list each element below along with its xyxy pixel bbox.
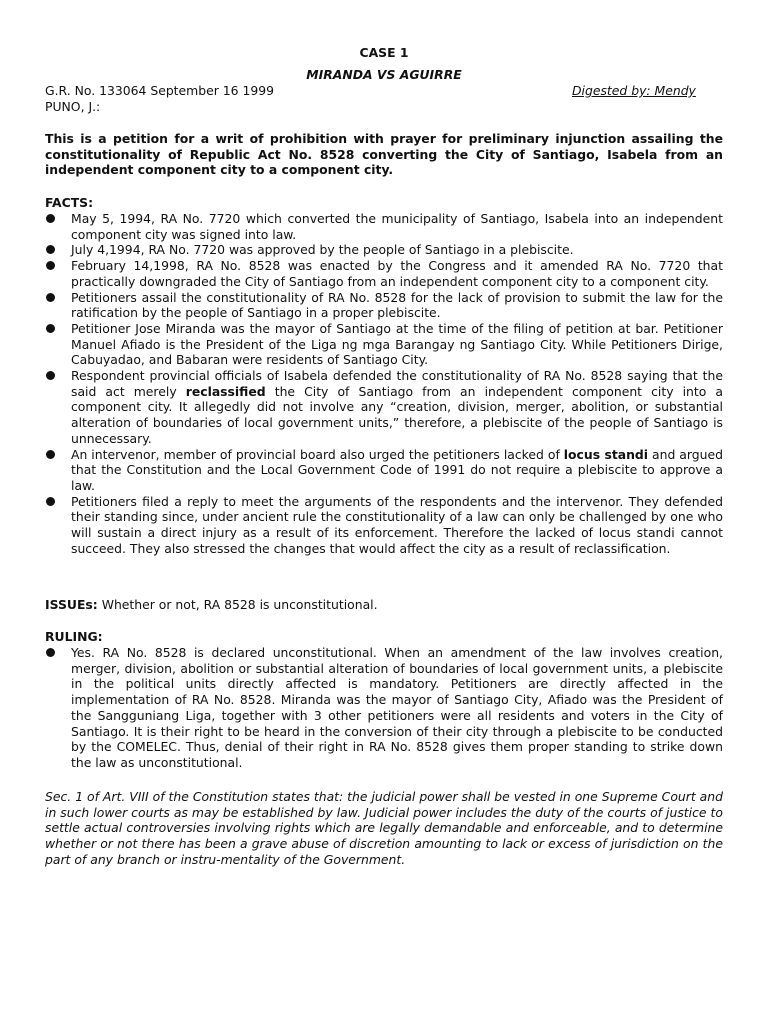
issues-label: ISSUEs:: [45, 597, 98, 612]
fact-item: May 5, 1994, RA No. 7720 which converted the municipality of Santiago, Isabela into an independent component city was signed into law.: [45, 211, 723, 242]
constitution-paragraph: Sec. 1 of Art. VIII of the Constitution states that: the judicial power shall be vested in one Supreme Court and in such lower courts as may be established by law. Judicial power includes the duty of the courts of justice to settle actual controversies involving rights which are legally demandable and enforceable, and to determine whether or not there has been a grave abuse of discretion amounting to lack or excess of jurisdiction on the part of any branch or instru-mentality of the Government.: [45, 789, 723, 867]
facts-heading: FACTS:: [45, 195, 94, 210]
gr-line: G.R. No. 133064 September 16 1999: [45, 83, 274, 98]
fact-item: Petitioner Jose Miranda was the mayor of Santiago at the time of the filing of petition at bar. Petitioner Manuel Afiado is the President of the Liga ng mga Barangay ng Santiago City. While Petitioners Dirige, Cabuyadao, and Babaran were residents of Santiago City.: [45, 321, 723, 368]
bullet-icon: [46, 497, 55, 506]
fact-item: Respondent provincial officials of Isabela defended the constitutionality of RA No. 8528 saying that the said act merely reclassified the City of Santiago from an independent component city into a component city. It allegedly did not involve any “creation, division, merger, abolition, or substantial alteration of boundaries of local government units,” therefore, a plebiscite of the people of Santiago is unnecessary.: [45, 368, 723, 447]
issues-line: [45, 597, 378, 613]
fact-item: July 4,1994, RA No. 7720 was approved by the people of Santiago in a plebiscite.: [45, 242, 723, 258]
bullet-icon: [46, 214, 55, 223]
intro-paragraph: This is a petition for a writ of prohibition with prayer for preliminary injunction assailing the constitutionality of Republic Act No. 8528 converting the City of Santiago, Isabela from an independent component city to a component city.: [45, 131, 723, 178]
justice: PUNO, J.:: [45, 99, 101, 114]
ruling-list: [45, 645, 723, 771]
fact-item: February 14,1998, RA No. 8528 was enacted by the Congress and it amended RA No. 7720 that practically downgraded the City of Santiago from an independent component city to a component city.: [45, 258, 723, 289]
issues-text: Whether or not, RA 8528 is unconstitutional.: [97, 597, 378, 612]
case-number: CASE 1: [359, 45, 409, 60]
bullet-icon: [46, 245, 55, 254]
bullet-icon: [46, 371, 55, 380]
bullet-icon: [46, 293, 55, 302]
fact-item: Petitioners assail the constitutionality of RA No. 8528 for the lack of provision to submit the law for the ratification by the people of Santiago in a proper plebiscite.: [45, 290, 723, 321]
bullet-icon: [46, 648, 55, 657]
fact-item: Petitioners filed a reply to meet the arguments of the respondents and the intervenor. They defended their standing since, under ancient rule the constitutionality of a law can only be challenged by one who will sustain a direct injury as a result of its enforcement. Therefore the lacked of locus standi cannot succeed. They also stressed the changes that would affect the city as a result of reclassification.: [45, 494, 723, 557]
bullet-icon: [46, 324, 55, 333]
ruling-heading: RULING:: [45, 629, 103, 644]
digested-by: Digested by: Mendy: [572, 83, 696, 98]
case-title: MIRANDA VS AGUIRRE: [306, 67, 462, 82]
bullet-icon: [46, 261, 55, 270]
ruling-item: Yes. RA No. 8528 is declared unconstitutional. When an amendment of the law involves creation, merger, division, abolition or substantial alteration of boundaries of local government units, a plebiscite in the political units directly affected is mandatory. Petitioners are directly affected in the implementation of RA No. 8528. Miranda was the mayor of Santiago City, Afiado was the President of the Sangguniang Liga, together with 3 other petitioners were all residents and voters in the City of Santiago. It is their right to be heard in the conversion of their city through a plebiscite to be conducted by the COMELEC. Thus, denial of their right in RA No. 8528 gives them proper standing to strike down the law as unconstitutional.: [45, 645, 723, 771]
fact-item: An intervenor, member of provincial board also urged the petitioners lacked of locus standi and argued that the Constitution and the Local Government Code of 1991 do not require a plebiscite to approve a law.: [45, 447, 723, 494]
bullet-icon: [46, 450, 55, 459]
facts-list: [45, 211, 723, 556]
